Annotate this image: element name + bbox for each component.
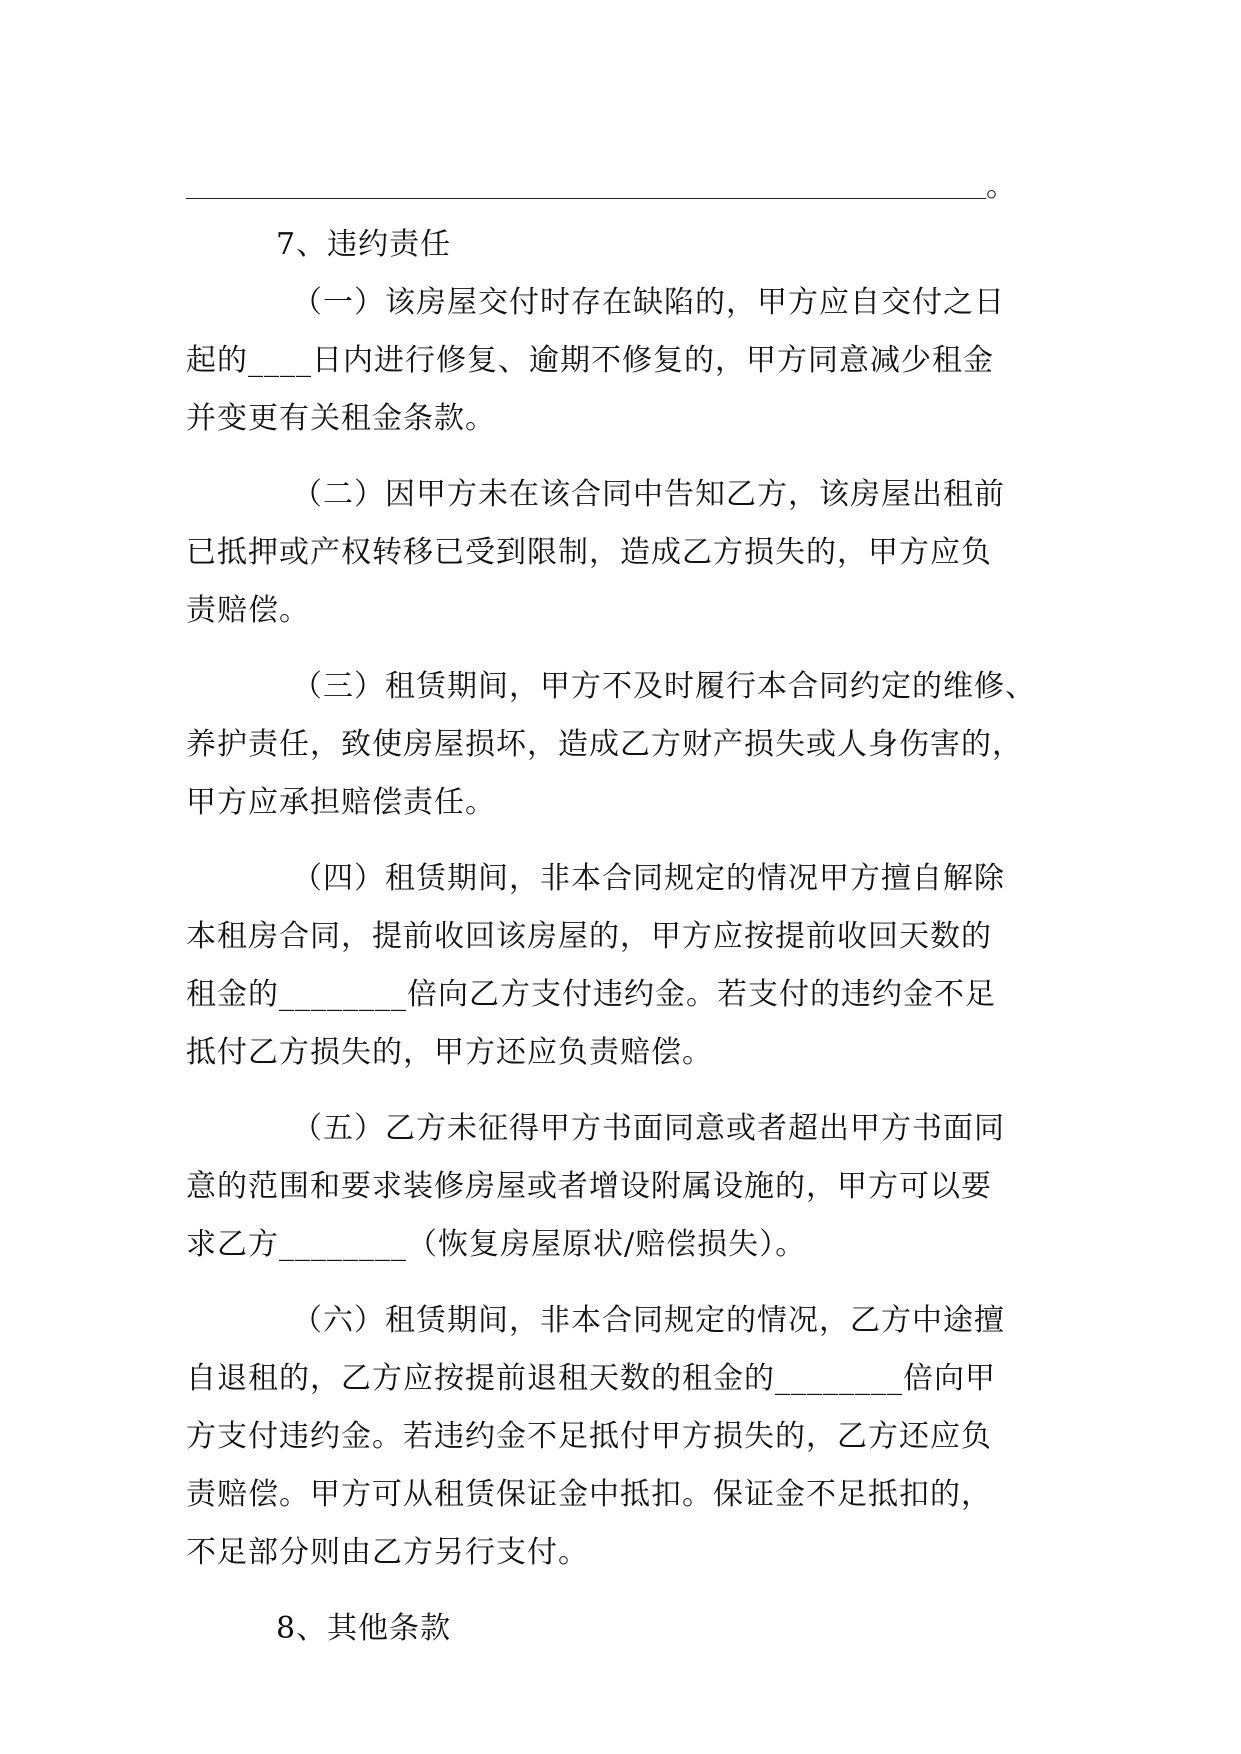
clause-line: 已抵押或产权转移已受到限制，造成乙方损失的，甲方应负 [186,535,992,570]
clause-line: 不足部分则由乙方另行支付。 [186,1535,589,1570]
clause-line: 抵付乙方损失的，甲方还应负责赔偿。 [186,1035,713,1070]
clause-line: 方支付违约金。若违约金不足抵付甲方损失的，乙方还应负 [186,1419,992,1454]
clause-line: （一）该房屋交付时存在缺陷的，甲方应自交付之日 [292,285,1005,320]
section-heading-7: 7、违约责任 [276,227,452,262]
clause-line: （六）租赁期间，非本合同规定的情况，乙方中途擅 [292,1303,1005,1338]
clause-line: 甲方应承担赔偿责任。 [186,785,496,820]
clause-line: （五）乙方未征得甲方书面同意或者超出甲方书面同 [292,1111,1005,1146]
clause-line: 责赔偿。 [186,593,310,628]
clause-line: （四）租赁期间，非本合同规定的情况甲方擅自解除 [292,861,1005,896]
clause-line: 养护责任，致使房屋损坏，造成乙方财产损失或人身伤害的， [186,727,1023,762]
clause-6 [186,1292,1066,1582]
underline-rule [186,198,986,199]
clause-line: （三）租赁期间，甲方不及时履行本合同约定的维修、 [292,669,1036,704]
fill-line-period: 。 [986,169,1016,204]
blank-fill-line [186,158,1066,216]
clause-line: （二）因甲方未在该合同中告知乙方，该房屋出租前 [292,477,1005,512]
clause-line: 起的____日内进行修复、逾期不修复的，甲方同意减少租金 [186,343,994,378]
clause-line: 租金的________倍向乙方支付违约金。若支付的违约金不足 [186,977,996,1012]
clause-line: 本租房合同，提前收回该房屋的，甲方应按提前收回天数的 [186,919,992,954]
clause-line: 责赔偿。甲方可从租赁保证金中抵扣。保证金不足抵扣的， [186,1477,992,1512]
document-body [186,158,1066,1658]
clause-5 [186,1100,1066,1274]
clause-3 [186,658,1066,832]
clause-line: 自退租的，乙方应按提前退租天数的租金的________倍向甲 [186,1361,996,1396]
clause-line: 意的范围和要求装修房屋或者增设附属设施的，甲方可以要 [186,1169,992,1204]
clause-1 [186,274,1066,448]
clause-2 [186,466,1066,640]
section-heading-8: 8、其他条款 [276,1611,452,1646]
clause-line: 求乙方________（恢复房屋原状/赔偿损失）。 [186,1227,807,1262]
clause-line: 并变更有关租金条款。 [186,401,496,436]
clause-4 [186,850,1066,1082]
